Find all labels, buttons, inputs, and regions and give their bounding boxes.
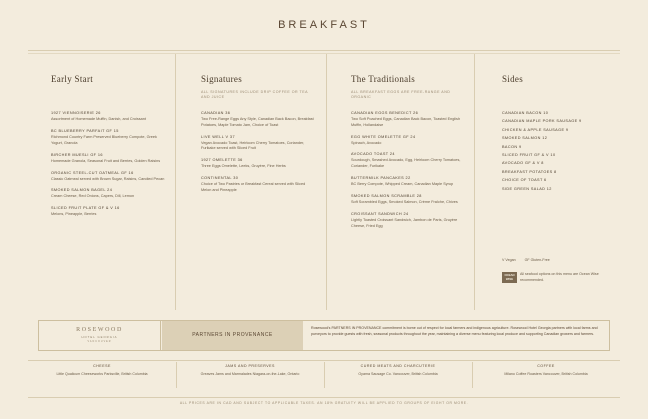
item-name: CANADIAN BACON 10 [502, 111, 549, 115]
item-name: CHICKEN & APPLE SAUSAGE 9 [502, 127, 569, 132]
item-name: AVOCADO GF & V 8 [502, 161, 544, 166]
menu-title: BREAKFAST [278, 19, 370, 31]
item-desc: Three Eggs Omelette, Leeks, Gruyère, Fine Herbs [201, 164, 286, 169]
item-desc: Cream Cheese, Red Onions, Capers, Dill, Lemon [51, 194, 135, 199]
footer-rule [28, 360, 620, 361]
menu-item [51, 171, 166, 183]
top-rule [28, 50, 620, 51]
item-desc: Soft Scrambled Eggs, Smoked Salmon, Crème Fraîche, Chives [351, 200, 458, 205]
side-item [502, 153, 612, 157]
item-desc: Lightly Toasted Croissant Sandwich, Jambon de Paris, Gruyère Cheese, Fried Egg [351, 217, 458, 228]
signatures-heading: Signatures [201, 74, 242, 84]
item-desc: Sourdough, Smashed Avocado, Egg, Heirloom Cherry Tomatoes, Coriander, Furikake [351, 158, 461, 169]
ocean-wise-text: All seafood options on this menu are Ocean Wise recommended. [520, 272, 599, 282]
item-name: BREAKFAST POTATOES 8 [502, 169, 557, 174]
column-divider [175, 54, 176, 310]
menu-item [351, 176, 463, 188]
item-name: SLICED FRUIT PLATE GF & V 16 [51, 206, 120, 211]
item-name: SMOKED SALMON SCRAMBLE 28 [351, 194, 422, 199]
menu-item [51, 206, 166, 218]
item-name: CANADIAN MAPLE PORK SAUSAGE 9 [502, 119, 582, 124]
footer-text: Milano Coffee Roasters Vancouver, British Columbia [504, 372, 588, 376]
menu-item [201, 176, 316, 194]
traditionals-heading: The Traditionals [351, 74, 416, 84]
item-desc: Spinach, Avocado [351, 140, 382, 145]
menu-item [351, 212, 463, 230]
item-desc: Melons, Pineapple, Berries [51, 212, 97, 217]
menu-item [201, 158, 316, 170]
item-name: 1927 VIENNOISERIE 26 [51, 111, 101, 115]
item-name: CONTINENTAL 30 [201, 176, 239, 181]
column-divider [326, 54, 327, 310]
menu-item [351, 135, 463, 147]
footer-jams [176, 364, 324, 378]
side-item [502, 187, 612, 191]
menu-item [51, 153, 166, 165]
menu-item [201, 135, 316, 153]
item-name: SMOKED SALMON BAGEL 24 [51, 188, 113, 193]
item-name: AVOCADO TOAST 24 [351, 152, 395, 157]
item-desc: Vegan Avocado Toast, Heirloom Cherry Tomatoes, Coriander, Furikake served with Sliced Fruit [201, 140, 305, 151]
item-desc: Homemade Granola, Seasonal Fruit and Berries, Golden Raisins [51, 158, 161, 163]
partners-banner [38, 320, 610, 351]
legend [502, 258, 550, 262]
partners-label: PARTNERS IN PROVENANCE [192, 332, 273, 338]
traditionals-note: ALL BREAKFAST EGGS ARE FREE-RANGE AND ORGANIC [351, 90, 451, 100]
item-desc: Two Soft Poached Eggs, Canadian Back Bacon, Toasted English Muffin, Hollandaise [351, 116, 461, 127]
early-start-column [51, 74, 166, 218]
legend-gluten-free: GF Gluten-Free [524, 258, 550, 262]
sides-heading: Sides [502, 74, 524, 84]
item-desc: Choice of Two Pastries or Breakfast Cereal served with Sliced Melon and Pineapple [201, 182, 306, 193]
side-item [502, 170, 612, 174]
footer-text: Oyama Sausage Co. Vancouver, British Columbia [358, 372, 438, 376]
item-desc: BC Berry Compote, Whipped Cream, Canadian Maple Syrup [351, 182, 454, 187]
menu-item [51, 111, 166, 123]
early-start-heading: Early Start [51, 74, 94, 84]
footer-heading: CURED MEATS AND CHARCUTERIE [360, 364, 436, 368]
fine-print: ALL PRICES ARE IN CAD AND SUBJECT TO APPLICABLE TAXES. AN 18% GRATUITY WILL BE APPLIED TO GROUPS OF EIGHT OR MORE. [179, 401, 469, 405]
logo-main: ROSEWOOD [76, 327, 123, 333]
footer-cheese [28, 364, 176, 378]
bottom-rule [28, 397, 620, 398]
item-desc: Two Free-Range Eggs Any Style, Canadian Back Bacon, Breakfast Potatoes, Maple Tomato Jam, Choice of Toast [201, 116, 314, 127]
footer-text: Little Qualicum Cheeseworks Parksville, British Columbia [56, 372, 148, 376]
side-item [502, 178, 612, 182]
menu-item [201, 111, 316, 129]
item-desc: Richmond Country Farm Preserved Blueberry Compote, Greek Yogurt, Granola [51, 134, 157, 145]
side-item [502, 128, 612, 132]
item-name: SIDE GREEN SALAD 12 [502, 186, 552, 191]
item-name: EGG WHITE OMELETTE GF 24 [351, 134, 416, 139]
signatures-column [201, 74, 316, 194]
item-name: LIVE WELL V 37 [201, 134, 235, 139]
item-desc: Classic Oatmeal served with Brown Sugar, Raisins, Candied Pecan [51, 176, 165, 181]
footer-heading: CHEESE [93, 364, 111, 368]
item-name: CROISSANT SANDWICH 24 [351, 211, 409, 216]
side-item [502, 161, 612, 165]
partners-label-box [162, 321, 303, 350]
item-name: BIRCHER MUESLI GF 16 [51, 152, 103, 157]
footer-heading: JAMS AND PRESERVES [225, 364, 275, 368]
menu-item [351, 111, 463, 129]
footer-heading: COFFEE [537, 364, 555, 368]
column-divider [474, 54, 475, 310]
item-name: BUTTERMILK PANCAKES 22 [351, 176, 411, 181]
footer-text: Greaves Jams and Marmalades Niagara-on-the-Lake, Ontario [200, 372, 300, 376]
logo-sub: HOTEL GEORGIA [81, 335, 118, 339]
side-item [502, 136, 612, 140]
legend-vegan: V Vegan [502, 258, 516, 262]
traditionals-column [351, 74, 463, 230]
item-name: BC BLUEBERRY PARFAIT GF 15 [51, 128, 119, 133]
item-desc: Assortment of Homemade Muffin, Danish, and Croissant [51, 117, 146, 121]
signatures-note: ALL SIGNATURES INCLUDE DRIP COFFEE OR TEA AND JUICE [201, 90, 308, 100]
item-name: CHOICE OF TOAST 6 [502, 178, 547, 183]
logo-sub2: VANCOUVER [87, 340, 112, 343]
footer-coffee [472, 364, 620, 378]
side-item [502, 145, 612, 149]
ocean-wise-badge: OCEAN WISE [502, 272, 517, 283]
partners-text: Rosewood's PARTNERS IN PROVENANCE commitment is borne out of respect for local farmers and indigenous agriculture. Rosewood Hotel Georgia partners with local farms and purveyors to provide guests with fresh, seasonal products throughout the year, maintaining a diverse menu featuring local produce and supporting Canadian growers and farmers. [311, 326, 598, 337]
side-item [502, 119, 612, 123]
item-name: CANADIAN EGGS BENEDICT 26 [351, 110, 419, 115]
item-name: SMOKED SALMON 12 [502, 136, 548, 141]
item-name: CANADIAN 36 [201, 110, 231, 115]
item-name: ORGANIC STEEL-CUT OATMEAL GF 16 [51, 170, 134, 175]
side-item [502, 111, 612, 115]
item-name: SLICED FRUIT GF & V 10 [502, 152, 556, 157]
item-name: BACON 9 [502, 144, 522, 149]
top-rule-secondary [28, 53, 620, 54]
menu-item [51, 188, 166, 200]
menu-item [351, 194, 463, 206]
menu-item [351, 152, 463, 170]
menu-item [51, 129, 166, 147]
footer-cured-meats [324, 364, 472, 378]
rosewood-logo [39, 321, 161, 350]
item-name: 1927 OMELETTE 36 [201, 158, 243, 163]
sides-column [502, 74, 612, 195]
